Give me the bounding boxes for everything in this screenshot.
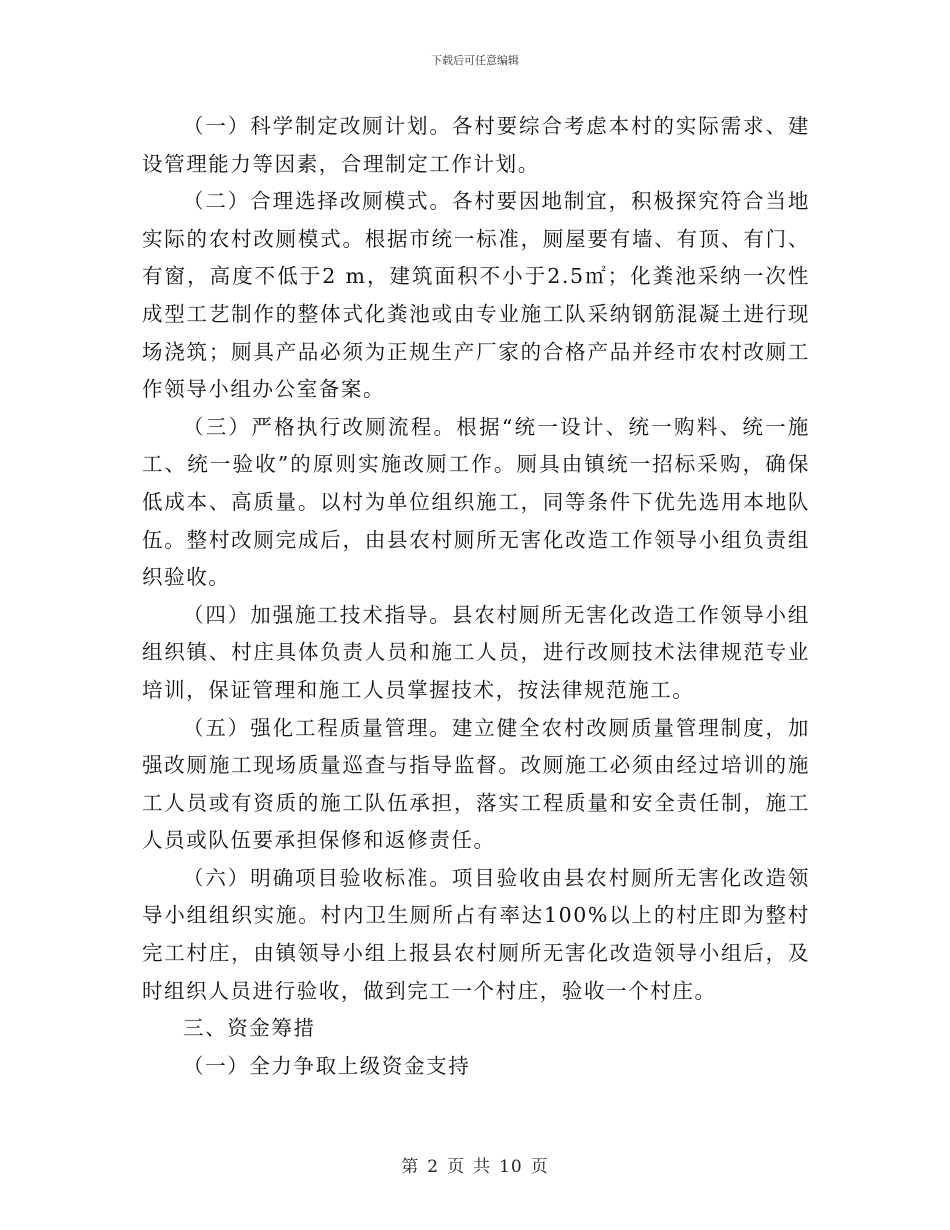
paragraph-mode: （二）合理选择改厕模式。各村要因地制宜，积极探究符合当地实际的农村改厕模式。根据市统一标准，厕屋要有墙、有顶、有门、有窗，高度不低于2 m，建筑面积不小于2.5㎡；化粪池采纳一次性成型工艺制作的整体式化粪池或由专业施工队采纳钢筋混凝土进行现场浇筑；厕具产品必须为正规生产厂家的合格产品并经市农村改厕工作领导小组办公室备案。 xyxy=(142,189,810,402)
page-footer xyxy=(0,1152,950,1177)
page-header-note: 下载后可任意编辑 xyxy=(431,54,519,67)
paragraph-quality: （五）强化工程质量管理。建立健全农村改厕质量管理制度，加强改厕施工现场质量巡查与指导监督。改厕施工必须由经过培训的施工人员或有资质的施工队伍承担，落实工程质量和安全责任制，施工人员或队伍要承担保修和返修责任。 xyxy=(142,715,810,853)
section-heading-funding: 三、资金筹措 xyxy=(183,1016,316,1041)
paragraph-acceptance: （六）明确项目验收标准。项目验收由县农村厕所无害化改造领导小组组织实施。村内卫生厕所占有率达100%以上的村庄即为整村完工村庄，由镇领导小组上报县农村厕所无害化改造领导小组后，及时组织人员进行验收，做到完工一个村庄，验收一个村庄。 xyxy=(142,865,810,1003)
paragraph-guidance: （四）加强施工技术指导。县农村厕所无害化改造工作领导小组组织镇、村庄具体负责人员和施工人员，进行改厕技术法律规范专业培训，保证管理和施工人员掌握技术，按法律规范施工。 xyxy=(142,602,810,702)
paragraph-process: （三）严格执行改厕流程。根据“统一设计、统一购料、统一施工、统一验收”的原则实施改厕工作。厕具由镇统一招标采购，确保低成本、高质量。以村为单位组织施工，同等条件下优先选用本地队伍。整村改厕完成后，由县农村厕所无害化改造工作领导小组负责组织验收。 xyxy=(142,414,810,590)
footer-current-page: 2 xyxy=(427,1157,440,1177)
footer-total-suffix: 页 xyxy=(530,1157,549,1177)
footer-page-prefix: 第 xyxy=(401,1157,420,1177)
footer-page-mid: 页 xyxy=(447,1157,466,1177)
footer-total-pages: 10 xyxy=(499,1157,523,1177)
subsection-heading-funding-support: （一）全力争取上级资金支持 xyxy=(183,1053,471,1078)
document-body xyxy=(142,108,810,1085)
footer-total-prefix: 共 xyxy=(473,1157,492,1177)
paragraph-plan: （一）科学制定改厕计划。各村要综合考虑本村的实际需求、建设管理能力等因素，合理制定工作计划。 xyxy=(142,114,810,176)
